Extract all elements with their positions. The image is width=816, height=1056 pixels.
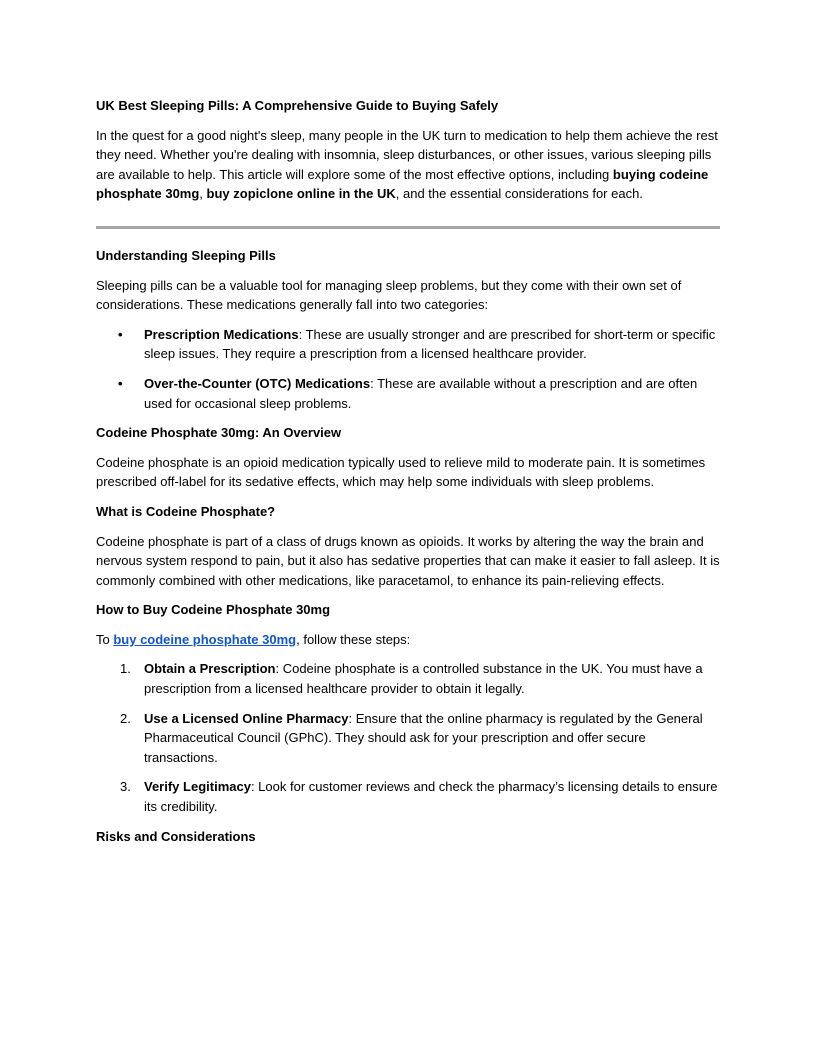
step-text: : Ensure that the online pharmacy is regulated by the General Pharmaceutical Council (GPhC). They should ask for your prescription and offer secure transactions. [144, 710, 703, 765]
intro-bold-zopiclone: buy zopiclone online in the UK [206, 186, 396, 202]
document-body [96, 96, 720, 846]
intro-separator: , [199, 186, 207, 202]
what-is-paragraph: Codeine phosphate is part of a class of drugs known as opioids. It works by altering the way the brain and nervous system respond to pain, but it also has sedative properties that can make it easier to fall asleep. It is commonly combined with other medications, like paracetamol, to enhance its pain-relieving effects. [96, 533, 720, 588]
document-title: UK Best Sleeping Pills: A Comprehensive Guide to Buying Safely [96, 98, 499, 113]
understanding-paragraph: Sleeping pills can be a valuable tool for managing sleep problems, but they come with their own set of considerations. These medications generally fall into two categories: [96, 277, 682, 313]
heading-risks: Risks and Considerations [96, 828, 256, 844]
overview-paragraph: Codeine phosphate is an opioid medication typically used to relieve mild to moderate pain. It is sometimes prescribed off-label for its sedative effects, which may help some individuals with sleep problems. [96, 454, 706, 490]
step-number: 2. [120, 710, 131, 726]
lead-text-pre: To [96, 631, 114, 647]
step-number: 1. [120, 661, 131, 677]
intro-text-2: , and the essential considerations for each. [395, 186, 643, 202]
list-item-text: : These are available without a prescription and are often used for occasional sleep problems. [144, 375, 698, 411]
buy-codeine-link[interactable]: buy codeine phosphate 30mg [113, 631, 297, 647]
heading-overview: Codeine Phosphate 30mg: An Overview [96, 425, 342, 441]
list-item-text: : These are usually stronger and are prescribed for short-term or specific sleep issues. They require a prescription from a licensed healthcare provider. [144, 326, 716, 362]
list-item [96, 709, 720, 768]
categories-list [96, 325, 720, 413]
list-item [96, 777, 720, 816]
heading-understanding: Understanding Sleeping Pills [96, 247, 276, 263]
bullet-icon: • [118, 326, 123, 342]
list-item-label: Over-the-Counter (OTC) Medications [144, 375, 371, 391]
intro-paragraph [96, 126, 720, 204]
list-item [96, 325, 720, 364]
horizontal-rule [96, 226, 720, 229]
heading-what-is: What is Codeine Phosphate? [96, 503, 276, 519]
list-item [96, 659, 720, 698]
heading-how-to-buy: How to Buy Codeine Phosphate 30mg [96, 602, 331, 618]
step-text: : Look for customer reviews and check the pharmacy’s licensing details to ensure its credibility. [144, 779, 718, 815]
step-text: : Codeine phosphate is a controlled substance in the UK. You must have a prescription from a licensed healthcare provider to obtain it legally. [144, 661, 703, 697]
list-item [96, 374, 720, 413]
bullet-icon: • [118, 375, 123, 391]
step-label: Obtain a Prescription [144, 661, 276, 677]
step-number: 3. [120, 779, 131, 795]
lead-text-post: , follow these steps: [296, 631, 411, 647]
steps-list [96, 659, 720, 816]
step-label: Verify Legitimacy [144, 779, 251, 795]
how-to-buy-lead [96, 630, 720, 650]
intro-text-1: In the quest for a good night's sleep, many people in the UK turn to medication to help them achieve the rest they need. Whether you're dealing with insomnia, sleep disturbances, or other issues, various sleeping pills are available to help. This article will explore some of the most effective options, including [96, 127, 718, 182]
step-label: Use a Licensed Online Pharmacy [144, 710, 349, 726]
list-item-label: Prescription Medications [144, 326, 299, 342]
intro-bold-codeine: buying codeine phosphate 30mg [96, 166, 709, 202]
